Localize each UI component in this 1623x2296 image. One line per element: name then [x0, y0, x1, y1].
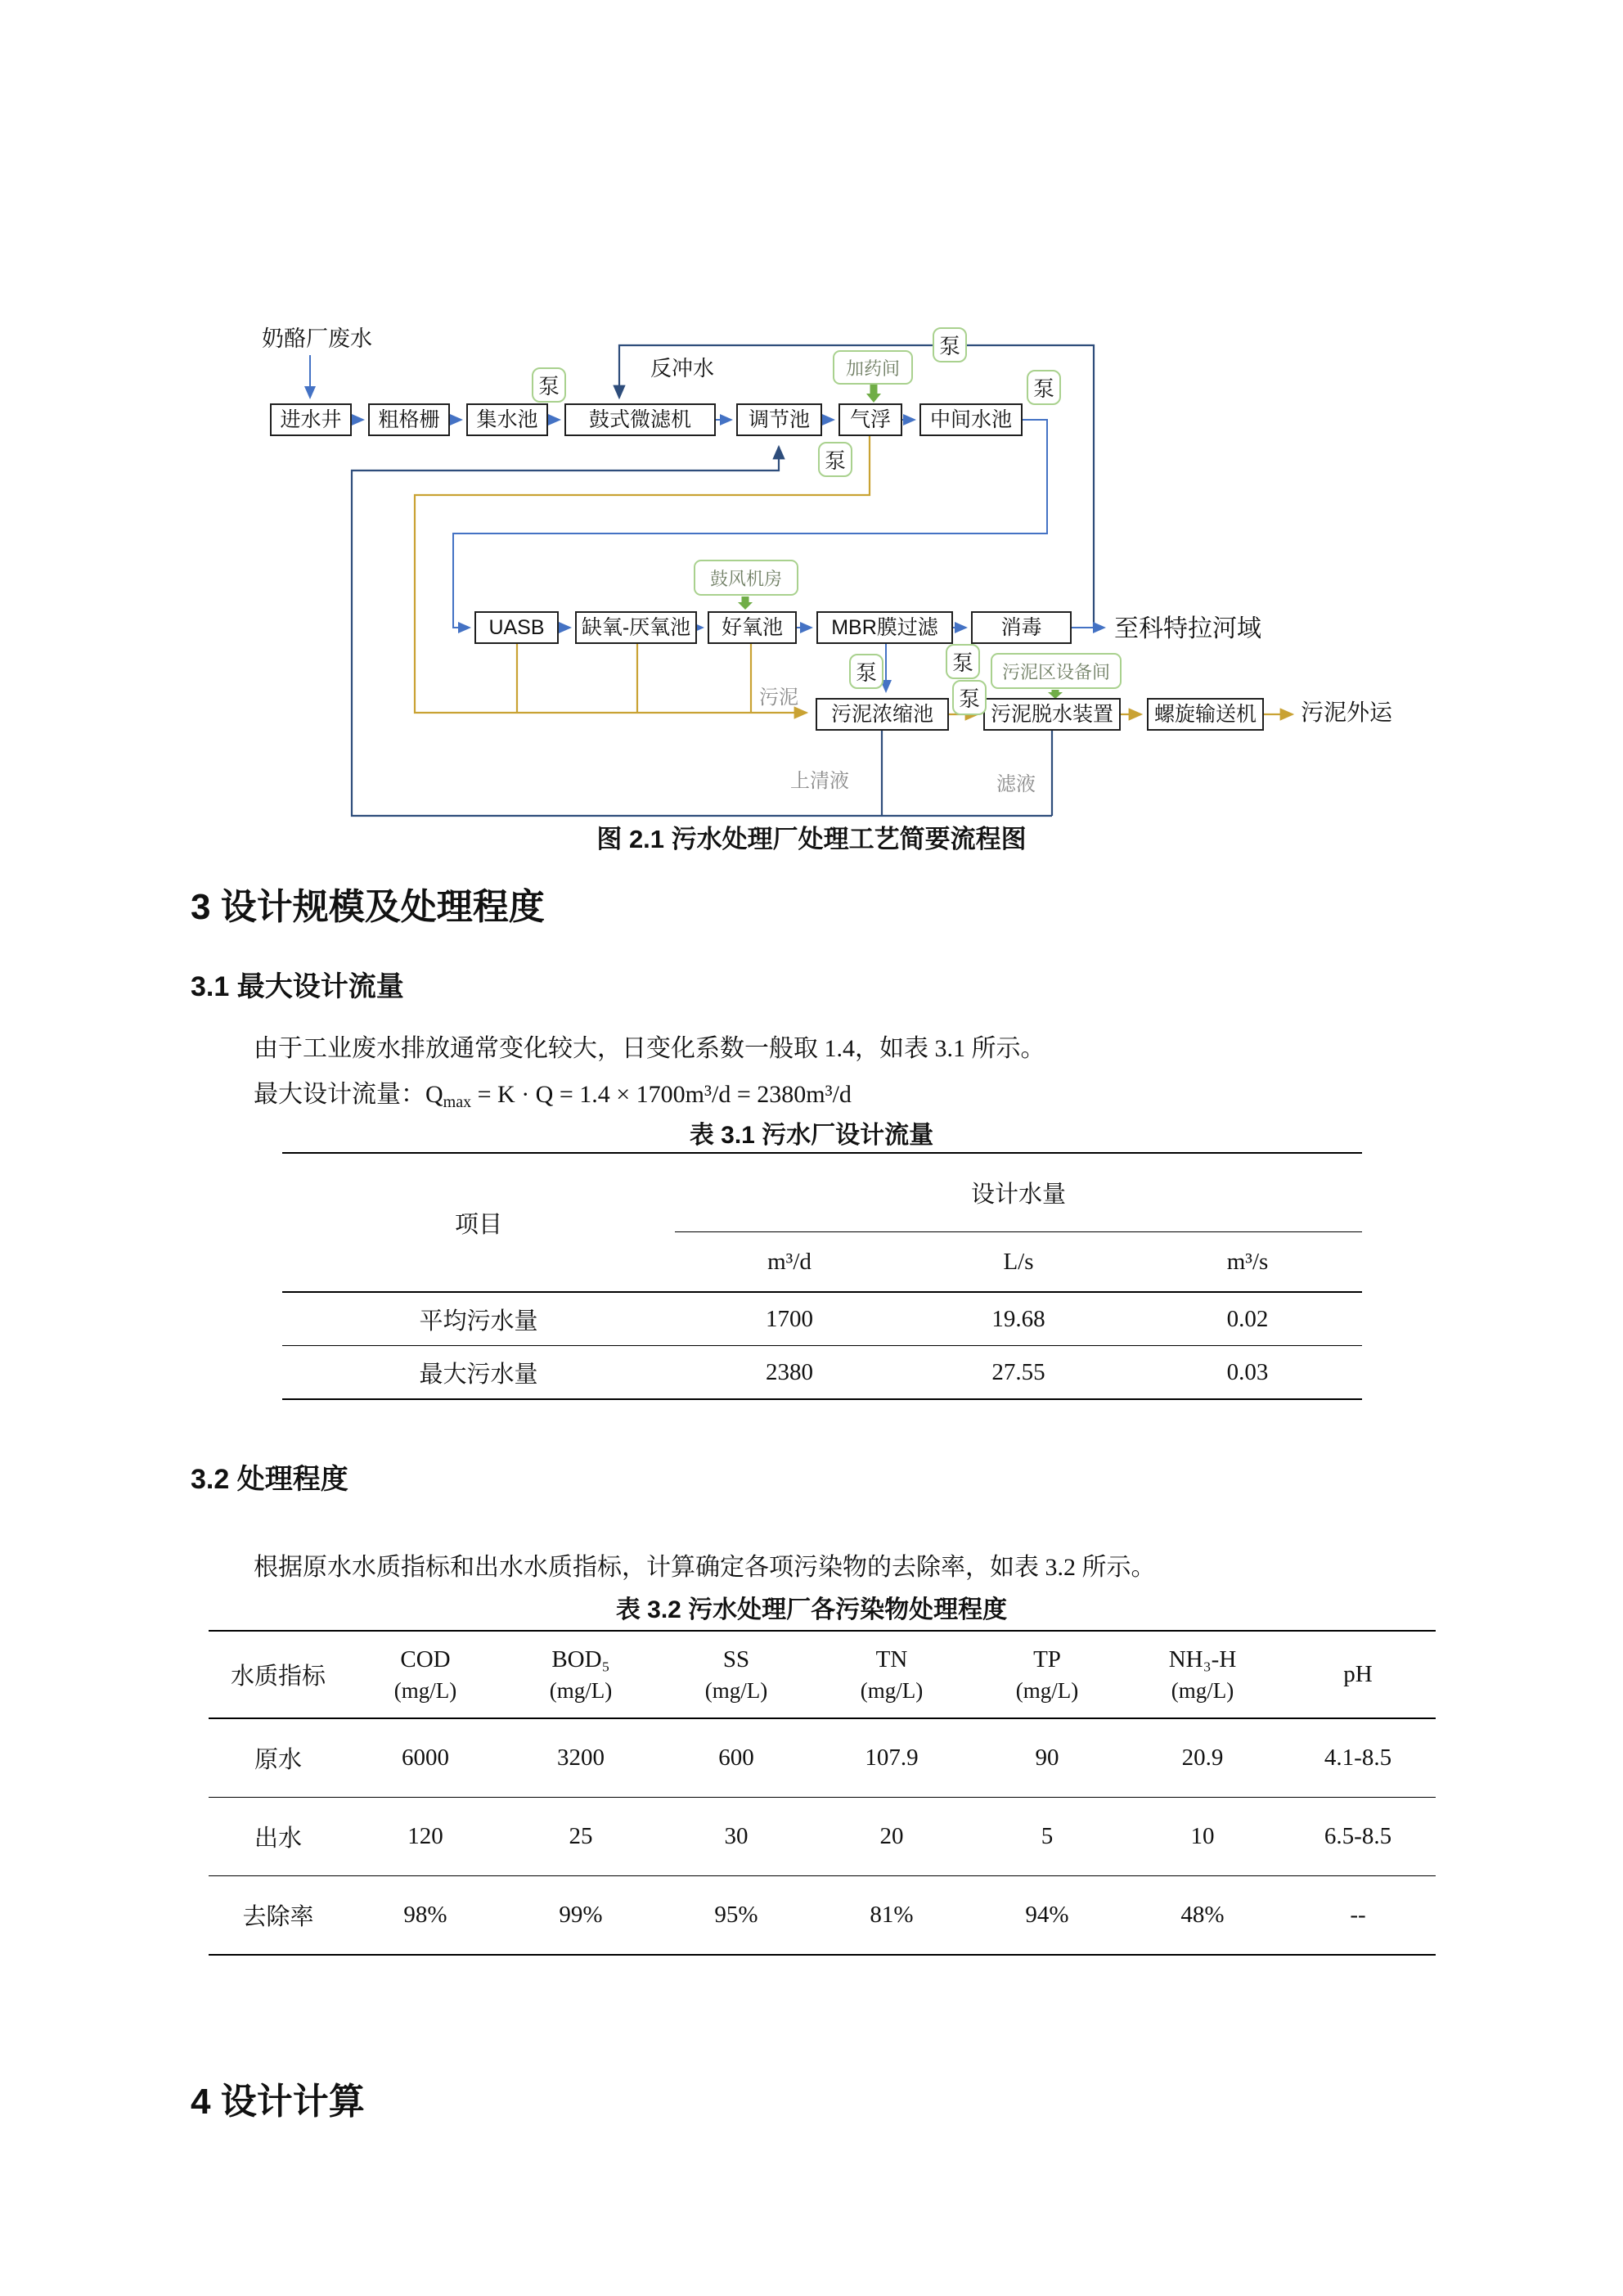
t32-row0-v0: 6000: [402, 1745, 449, 1771]
t32-col-ss-name: SS: [722, 1645, 750, 1672]
heading-section-3-2: 3.2 处理程度: [191, 1464, 348, 1495]
t31-row0-v1: 19.68: [991, 1305, 1045, 1332]
t32-col-nh3: [1125, 1631, 1280, 1718]
t32-row1-v1: 25: [503, 1798, 659, 1876]
t32-col-cod: [348, 1631, 503, 1718]
t32-row1-v4: 5: [969, 1798, 1125, 1876]
blower-room-box: 鼓风机房: [694, 560, 798, 596]
t32-row2-v4: 94%: [969, 1876, 1125, 1956]
backwash-water-label: 反冲水: [650, 356, 715, 380]
t31-unit-ls: L/s: [1003, 1248, 1034, 1275]
t32-col-bod: [503, 1631, 659, 1718]
outfall-label: 至科特拉河域: [1114, 615, 1261, 642]
process-box-drum-microfilter: 鼓式微滤机: [564, 403, 716, 436]
t31-row1-v2: 0.03: [1133, 1346, 1362, 1400]
t32-row0-v6: 4.1-8.5: [1324, 1745, 1392, 1771]
t31-row1-label: 最大污水量: [282, 1346, 675, 1400]
t32-col-bod-name: BOD₅: [551, 1645, 610, 1672]
t31-header-design-flow: 设计水量: [675, 1153, 1362, 1232]
t31-unit-m3s: m³/s: [1226, 1248, 1269, 1275]
table-row: [209, 1876, 1436, 1956]
t32-row2-v1: 99%: [503, 1876, 659, 1956]
sludge-out-label: 污泥外运: [1301, 700, 1393, 725]
sludge-stream-label: 污泥: [759, 687, 798, 709]
heading-section-3: 3 设计规模及处理程度: [191, 887, 545, 927]
t32-col-nh3-name: NH₃-H: [1168, 1645, 1237, 1672]
table-3-2-caption: 表 3.2 污水处理厂各污染物处理程度: [615, 1596, 1008, 1623]
pump-badge-collection-lift: 泵: [532, 367, 566, 403]
table-row: [282, 1292, 1362, 1346]
t32-row1-v5: 10: [1125, 1798, 1280, 1876]
process-box-screw-conveyor: 螺旋输送机: [1147, 698, 1264, 731]
t31-unit-m3d: m³/d: [767, 1248, 812, 1275]
heading-section-4: 4 设计计算: [191, 2082, 365, 2122]
t31-row0-v0: 1700: [766, 1305, 813, 1332]
pollutant-removal-table: [209, 1630, 1436, 1956]
t32-col-cod-name: COD: [400, 1645, 451, 1672]
t31-row1-v0: 2380: [675, 1346, 904, 1400]
t32-row0-v4: 90: [1035, 1745, 1059, 1771]
t32-col-tn-name: TN: [875, 1645, 908, 1672]
t32-col-tn: [814, 1631, 969, 1718]
process-box-anoxic-anaerobic-tank: 缺氧-厌氧池: [575, 611, 697, 644]
t32-row1-v3: 20: [814, 1798, 969, 1876]
t31-row1-v1: 27.55: [904, 1346, 1133, 1400]
t32-row0-v2: 600: [718, 1745, 754, 1771]
t32-row0-v3: 107.9: [865, 1745, 919, 1771]
t32-col-cod-unit: (mg/L): [393, 1677, 457, 1703]
process-box-mbr-membrane: MBR膜过滤: [816, 611, 953, 644]
t32-row1-v6: 6.5-8.5: [1280, 1798, 1436, 1876]
formula-subscript: max: [443, 1093, 472, 1111]
process-box-collection-tank: 集水池: [466, 403, 548, 436]
t32-col-tp: [969, 1631, 1125, 1718]
t32-col-tp-unit: (mg/L): [1015, 1677, 1079, 1703]
process-box-inlet-well: 进水井: [270, 403, 352, 436]
max-flow-formula: [254, 1074, 852, 1112]
process-box-air-flotation: 气浮: [838, 403, 902, 436]
figure-caption: 图 2.1 污水处理厂处理工艺简要流程图: [596, 825, 1027, 853]
process-box-intermediate-tank: 中间水池: [919, 403, 1023, 436]
process-box-sludge-dewatering: 污泥脱水装置: [983, 698, 1121, 731]
feed-source-label: 奶酪厂废水: [262, 326, 372, 351]
t32-row2-label: 去除率: [209, 1876, 348, 1956]
t32-col-ss: [659, 1631, 814, 1718]
heading-section-3-1: 3.1 最大设计流量: [191, 971, 404, 1002]
supernatant-label: 上清液: [790, 770, 849, 792]
t32-col-nh3-unit: (mg/L): [1171, 1677, 1234, 1703]
table-row: [209, 1718, 1436, 1798]
pump-badge-mbr-sludge: 泵: [849, 654, 883, 689]
dosing-room-box: 加药间: [833, 350, 913, 385]
t31-header-item: 项目: [454, 1211, 502, 1238]
formula-body: = K · Q = 1.4 × 1700m³/d = 2380m³/d: [471, 1081, 852, 1108]
t32-row2-v6: --: [1280, 1876, 1436, 1956]
paragraph-3-1: 由于工业废水排放通常变化较大，日变化系数一般取 1.4，如表 3.1 所示。: [254, 1035, 1045, 1062]
design-flow-table: [282, 1152, 1362, 1400]
t32-row1-v2: 30: [659, 1798, 814, 1876]
process-box-sludge-thickener: 污泥浓缩池: [816, 698, 949, 731]
t32-row0-v5: 20.9: [1181, 1745, 1224, 1771]
t32-row2-v5: 48%: [1125, 1876, 1280, 1956]
t32-col-bod-unit: (mg/L): [549, 1677, 613, 1703]
t32-row2-v3: 81%: [814, 1876, 969, 1956]
table-3-1-caption: 表 3.1 污水厂设计流量: [689, 1122, 934, 1149]
filtrate-label: 滤液: [996, 773, 1036, 795]
process-box-equalization-tank: 调节池: [736, 403, 822, 436]
formula-prefix: 最大设计流量：: [254, 1081, 425, 1108]
pump-badge-intermediate: 泵: [1027, 370, 1061, 405]
t32-row2-v2: 95%: [659, 1876, 814, 1956]
t32-row0-label: 原水: [254, 1747, 302, 1773]
t32-col-ph: [1280, 1631, 1436, 1718]
t32-col-tp-name: TP: [1033, 1645, 1061, 1672]
formula-q: Q: [425, 1081, 443, 1108]
t31-row0-v2: 0.02: [1226, 1305, 1269, 1332]
pump-badge-thickener-lower: 泵: [952, 680, 987, 715]
process-box-disinfection: 消毒: [971, 611, 1072, 644]
process-box-aerobic-tank: 好氧池: [708, 611, 797, 644]
table-row: [282, 1346, 1362, 1400]
t32-col-ph-name: pH: [1343, 1661, 1373, 1687]
pump-badge-backwash: 泵: [933, 327, 967, 362]
t32-col-ss-unit: (mg/L): [704, 1677, 768, 1703]
t32-col-tn-unit: (mg/L): [860, 1677, 924, 1703]
pump-badge-return: 泵: [818, 442, 852, 477]
t32-row1-v0: 120: [348, 1798, 503, 1876]
process-box-coarse-screen: 粗格栅: [368, 403, 450, 436]
t32-corner-header: 水质指标: [230, 1663, 326, 1690]
t32-row1-label: 出水: [209, 1798, 348, 1876]
t32-row0-v1: 3200: [557, 1745, 605, 1771]
pump-badge-thickener-upper: 泵: [946, 644, 980, 679]
table-row: [209, 1798, 1436, 1876]
process-box-uasb: UASB: [474, 611, 559, 644]
sludge-equipment-room-box: 污泥区设备间: [991, 653, 1122, 689]
t31-row0-label: 平均污水量: [419, 1308, 538, 1335]
t32-row2-v0: 98%: [348, 1876, 503, 1956]
paragraph-3-2: 根据原水水质指标和出水水质指标，计算确定各项污染物的去除率，如表 3.2 所示。: [254, 1554, 1156, 1581]
